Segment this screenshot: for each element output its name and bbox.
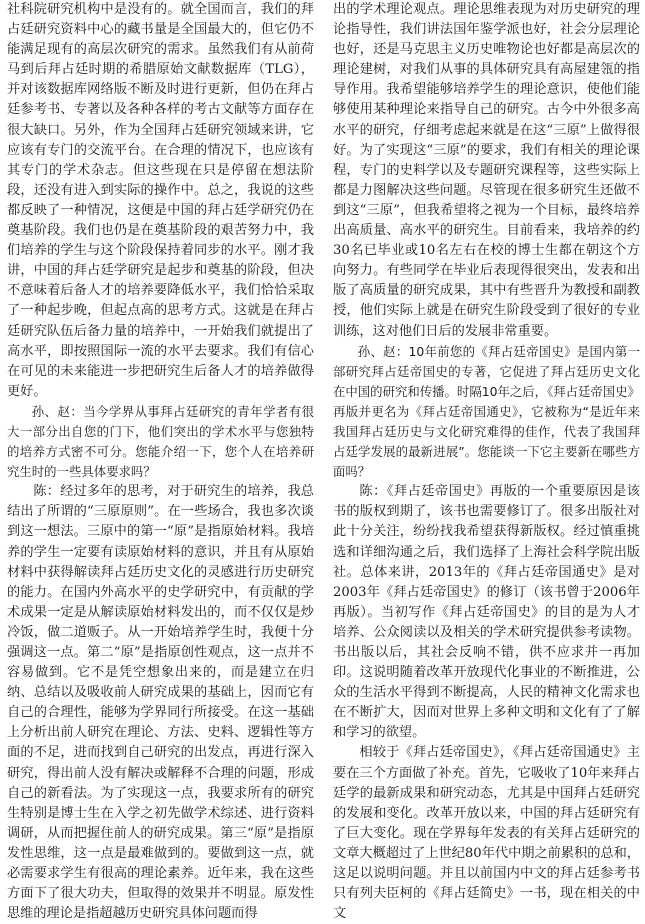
interviewer-question: 孙、赵：10年前您的《拜占廷帝国史》是国内第一部研究拜占廷帝国史的专著，它促进了拜占廷历史文化在中国的研究和传播。时隔10年之后，《拜占廷帝国史》再版并更名为《拜占廷帝国通史》，它被称为“是近年来我国拜占廷历史与文化研究难得的佳作，代表了我国拜占廷学发展的最新进展”。您能谈一下它主要新在哪些方面吗？ [333, 343, 640, 480]
body-paragraph: 社科院研究机构中是没有的。就全国而言，我们的拜占廷研究资料中心的藏书量是全国最大的，但它仍不能满足现有的高层次研究的需求。虽然我们有从前荷马到后拜占廷时期的希腊原始文献数据库（TLG），并对该数据库网络版不断及时进行更新，但仍在拜占廷参考书、专著以及各种各样的考古文献等方面存在很大缺口。另外，作为全国拜占廷研究领域来讲，它应该有专门的交流平台。在合理的情况下，也应该有其专门的学术杂志。但这些现在只是停留在想法阶段，还没有进入到实际的操作中。总之，我说的这些都反映了一种情况，这便是中国的拜占廷学研究仍在奠基阶段。我们也仍是在奠基阶段的艰苦努力中，我们培养的学生与这个阶段保持着同步的水平。刚才我讲，中国的拜占廷学研究是起步和奠基的阶段，但决不意味着后备人才的培养要降低水平，我们恰恰采取了一种起步晚，但起点高的思考方式。这就是在拜占廷研究队伍后备力量的培养中，一开始我们就提出了高水平，即按照国际一流的水平去要求。我们有信心在可见的未来能进一步把研究生后备人才的培养做得更好。 [7, 2, 314, 399]
answer-paragraph: 陈：经过多年的思考，对于研究生的培养，我总结出了所谓的“三原原则”。在一些场合，我也多次谈到这一想法。三原中的第一“原”是指原始材料。我培养的学生一定要有读原始材料的意识，并且有从原始材料中获得解读拜占廷历史文化的灵感进行历史研究的能力。在国内外高水平的史学研究中，有贡献的学术成果一定是从解读原始材料发出的，而不仅仅是炒冷饭，做二道贩子。从一开始培养学生时，我便十分强调这一点。第二“原”是指原创性观点，这一点并不容易做到。它不是凭空想象出来的，而是建立在归纳、总结以及吸收前人研究成果的基础上，因而它有自己的合理性，能够为学界同行所接受。在这一基础上分析出前人研究在理论、方法、史料、逻辑性等方面的不足，进而找到自己研究的出发点，再进行深入研究，得出前人没有解决或解释不合理的问题，形成自己的新看法。为了实现这一点，我要求所有的研究生特别是博士生在入学之初先做学术综述、进行资料调研，从而把握住前人的研究成果。第三“原”是指原发性思维，这一点是最难做到的。要做到这一点，就必需要求学生有很高的理论素养。近年来，我在这些方面下了很大功夫，但取得的效果并不明显。原发性思维的理论是指超越历史研究具体问题而得 [7, 484, 314, 922]
answer-paragraph: 陈：《拜占廷帝国史》再版的一个重要原因是该书的版权到期了，该书也需要修订了。很多出版社对此十分关注，纷纷找我希望获得新版权。经过慎重挑选和详细沟通之后，我们选择了上海社会科学院出版社。总体来讲，2013年的《拜占廷帝国通史》是对2003年《拜占廷帝国史》的修订（该书曾于2006年再版）。当初写作《拜占廷帝国史》的目的是为人才培养、公众阅读以及相关的学术研究提供参考读物。书出版以后，其社会反响不错，供不应求并一再加印。这说明随着改革开放现代化事业的不断推进，公众的生活水平得到不断提高，人民的精神文化需求也在不断扩大，因而对世界上多种文明和文化有了了解和学习的欲望。 [333, 484, 640, 741]
interviewer-question: 孙、赵：当今学界从事拜占廷研究的青年学者有很大一部分出自您的门下，他们突出的学术水平与您独特的培养方式密不可分。您能介绍一下，您个人在培养研究生时的一些具体要求吗？ [7, 403, 314, 480]
body-paragraph: 出的学术理论观点。理论思维表现为对历史研究的理论指导性，我们讲法国年鉴学派也好，社会分层理论也好，还是马克思主义历史唯物论也好都是高层次的理论建树，对我们从事的具体研究具有高屋建瓴的指导作用。我希望能够培养学生的理论意识，使他们能够使用某种理论来指导自己的研究。古今中外很多高水平的研究，仔细考虑起来就是在这“三原”上做得很好。为了实现这“三原”的要求，我们有相关的理论课程，专门的史料学以及专题研究课程等，这些实际上都是力图解决这些问题。尽管现在很多研究生还做不到这“三原”，但我希望将之视为一个目标，最终培养出高质量、高水平的研究生。目前看来，我培养的约30名已毕业或10名左右在校的博士生都在朝这个方向努力。有些同学在毕业后表现得很突出，发表和出版了高质量的研究成果，其中有些晋升为教授和副教授，他们实际上就是在研究生阶段受到了很好的专业训练，这对他们日后的发展非常重要。 [333, 2, 640, 339]
left-column [7, 0, 314, 922]
right-column [333, 0, 640, 922]
answer-paragraph: 相较于《拜占廷帝国史》，《拜占廷帝国通史》主要在三个方面做了补充。首先，它吸收了10年来拜占廷学的最新成果和研究动态，尤其是中国拜占廷研究的发展和变化。改革开放以来，中国的拜占廷研究有了巨大变化。现在学界每年发表的有关拜占廷研究的文章大概超过了上世纪80年代中期之前累积的总和，这足以说明问题。并且以前国内中文的拜占廷参考书只有列夫臣柯的《拜占廷简史》一书，现在相关的中文 [333, 745, 640, 922]
